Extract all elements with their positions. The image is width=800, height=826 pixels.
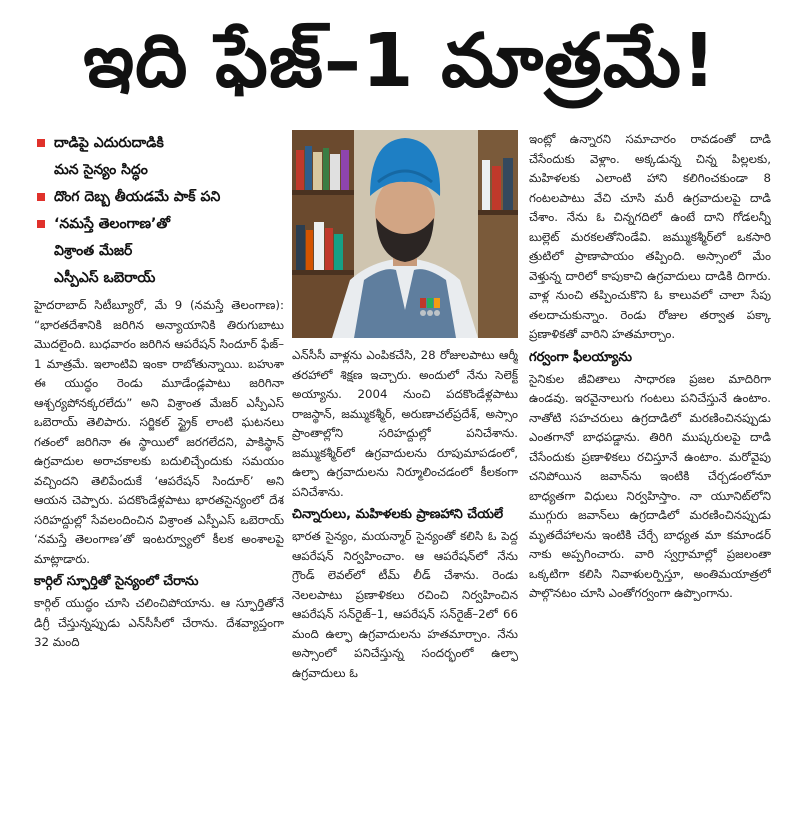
subheading: గర్వంగా ఫీలయ్యాను <box>529 349 632 365</box>
bullet-text: మన సైన్యం సిద్ధం <box>54 162 148 178</box>
subheading: చిన్నారులు, మహిళలకు ప్రాణహాని చేయలే <box>292 507 504 522</box>
bullet-text: దాడిపై ఎదురుదాడికి <box>54 135 164 151</box>
bullet-text: దొంగ దెబ్బ తీయడమే పాక్‌ పని <box>54 189 221 205</box>
bullet-list <box>34 130 284 292</box>
bullet-square-icon <box>37 220 45 228</box>
column-2 <box>292 130 518 683</box>
article-paragraph: హైదరాబాద్‌ సిటీబ్యూరో, మే 9 (నమస్తే తెలంగాణ): “భారతదేశానికి జరిగిన అన్యాయానికి తిరుగుబాటు మొదలైంది. బుధవారం జరిగిన ఆపరేషన్‌ సిందూర్‌ ఫేజ్‌–1 మాత్రమే. ఇలాంటివి ఇంకా రాబోతున్నాయి. బహుశా ఈ యుద్ధం రెండు మూడేండ్లపాటు జరిగినా ఆశ్చర్యపోనక్కరలేదు” అని విశ్రాంత మేజర్‌ ఎస్పీఎస్‌ ఒబెరాయ్‌ తెలిపారు. సర్జికల్‌ స్ట్రైక్‌ లాంటి ఘటనలు గతంలో జరిగినా ఈ స్థాయిలో జరగలేదని, పాకిస్థాన్‌ ఉగ్రవాదుల అరాచకాలకు బదులిచ్చేందుకు సమయం వచ్చిందని తెలిపేందుకే ‘ఆపరేషన్‌ సిందూర్‌’ అని ఆయన చెప్పారు. పదకొండేళ్లపాటు భారతసైన్యంలో దేశ సరిహద్దుల్లో సేవలందించిన విశ్రాంత ఎస్పీఎస్‌ ఒబెరాయ్‌ ‘నమస్తే తెలంగాణ’తో ఇంటర్వ్యూలో కీలక అంశాలపై మాట్లాడారు. <box>34 298 284 566</box>
portrait-illustration <box>292 130 518 338</box>
bullet-text: విశ్రాంత మేజర్‌ <box>54 243 133 259</box>
column-3 <box>529 130 771 820</box>
headline: ఇది ఫేజ్‌–1 మాత్రమే! <box>83 18 717 104</box>
bullet-item <box>34 211 284 238</box>
article-paragraph: ఇంట్లో ఉన్నారని సమాచారం రావడంతో దాడి చేసేందుకు వెళ్లాం. అక్కడున్న చిన్న పిల్లలకు, మహిళలకు ఎలాంటి హాని కలిగించకుండా 8 గంటలపాటు వేచి చూసి మరీ ఉగ్రవాదులపై దాడి చేశాం. నేను ఓ చిన్నగదిలో ఉంటే దాని గోడలన్నీ బుల్లెట్‌ మరకలతోనిండేవి. జమ్ముకశ్మీర్‌లో ఒకసారి త్రుటిలో ప్రాణాపాయం తప్పింది. అస్సాంలో మేం వెళ్తున్న దారిలో కాపుకాచి ఉగ్రవాదులు దాడికి దిగారు. వాళ్ల నుంచి తప్పించుకొని ఓ కాలువలో చాలా సేపు తలదాచుకున్నాం. రెండు రోజుల తర్వాత పక్కా ప్రణాళికతో వారిని హతమార్చాం. <box>529 132 771 341</box>
portrait-photo <box>292 130 518 338</box>
bullet-square-icon <box>37 139 45 147</box>
article-paragraph: సైనికుల జీవితాలు సాధారణ ప్రజల మాదిరిగా ఉండవు. ఇరవైనాలుగు గంటలు పనిచేస్తునే ఉంటాం. నాతోటి సహచరులు ఉగ్రదాడిలో మరణించినప్పుడు ఎంతగానో బాధపడ్డాను. తిరిగి ముష్కరులపై దాడి చేసేందుకు ప్రణాళికలు రచిస్తూనే ఉంటాం. మరోవైపు చనిపోయిన జవాన్‌ను ఇంటికి చేర్చడంలోనూ బాధ్యతగా విధులు నిర్వహిస్తాం. నా యూనిట్‌లోని ముగ్గురు జవాన్‌లు ఉగ్రదాడిలో మరణించినప్పుడు మృతదేహాలను ఇంటికి చేర్చే బాధ్యత మా కమాండర్‌ నాకు అప్పగించారు. వారి స్వగ్రామాల్లో ప్రజలంతా ఒక్కటిగా కలిసి నివాళులర్పిస్తూ, అంతిమయాత్రలో పాల్గొనటం చూసి ఎంతోగర్వంగా ఉప్పొంగాను. <box>529 371 771 600</box>
bullet-item <box>34 130 284 157</box>
article-paragraph: ఎన్‌సీసీ వాళ్లను ఎంపికచేసి, 28 రోజులపాటు ఆర్మీ తరహాలో శిక్షణ ఇచ్చారు. అందులో నేను సెలెక్ట్‌ అయ్యాను. 2004 నుంచి పదకొండేళ్లపాటు రాజస్థాన్‌, జమ్ముకశ్మీర్‌, అరుణాచల్‌ప్రదేశ్‌, అస్సాం ప్రాంతాల్లోని సరిహద్దుల్లో పనిచేశాను. జమ్ముకశ్మీర్‌లో ఉగ్రవాదులను రూపుమాపడంలో, ఉల్ఫా ఉగ్రవాదులను నిర్మూలించడంలో కీలకంగా పనిచేశాను. <box>292 348 518 499</box>
bullet-item <box>34 184 284 211</box>
article-paragraph: భారత సైన్యం, మయన్మార్‌ సైన్యంతో కలిసి ఓ పెద్ద ఆపరేషన్‌ నిర్వహించాం. ఆ ఆపరేషన్‌లో నేను గ్రౌండ్‌ లెవల్‌లో టీమ్‌ లీడ్‌ చేశాను. రెండు నెలలపాటు ప్రణాళికలు రచించి నిర్వహించిన ఆపరేషన్‌ సన్‌రైజ్‌–1, ఆపరేషన్‌ సన్‌రైజ్‌–2లో 66 మంది ఉల్ఫా ఉగ్రవాదులను హతమార్చాం. నేను అస్సాంలో పనిచేస్తున్న సందర్భంలో ఉల్ఫా ఉగ్రవాదులు ఓ <box>292 529 518 680</box>
column-1 <box>34 130 284 820</box>
article-paragraph: కార్గిల్‌ యుద్ధం చూసి చలించిపోయాను. ఆ స్ఫూర్తితోనే డిగ్రీ చేస్తున్నప్పుడు ఎన్‌సీసీలో చేరాను. దేశవ్యాప్తంగా 32 మంది <box>34 596 284 649</box>
bullet-square-icon <box>37 193 45 201</box>
bullet-text: ‘నమస్తే తెలంగాణ’తో <box>54 216 171 232</box>
subheading: కార్గిల్‌ స్ఫూర్తితో సైన్యంలో చేరాను <box>34 574 199 589</box>
bullet-text: ఎస్పీఎస్‌ ఒబెరాయ్‌ <box>54 270 156 286</box>
